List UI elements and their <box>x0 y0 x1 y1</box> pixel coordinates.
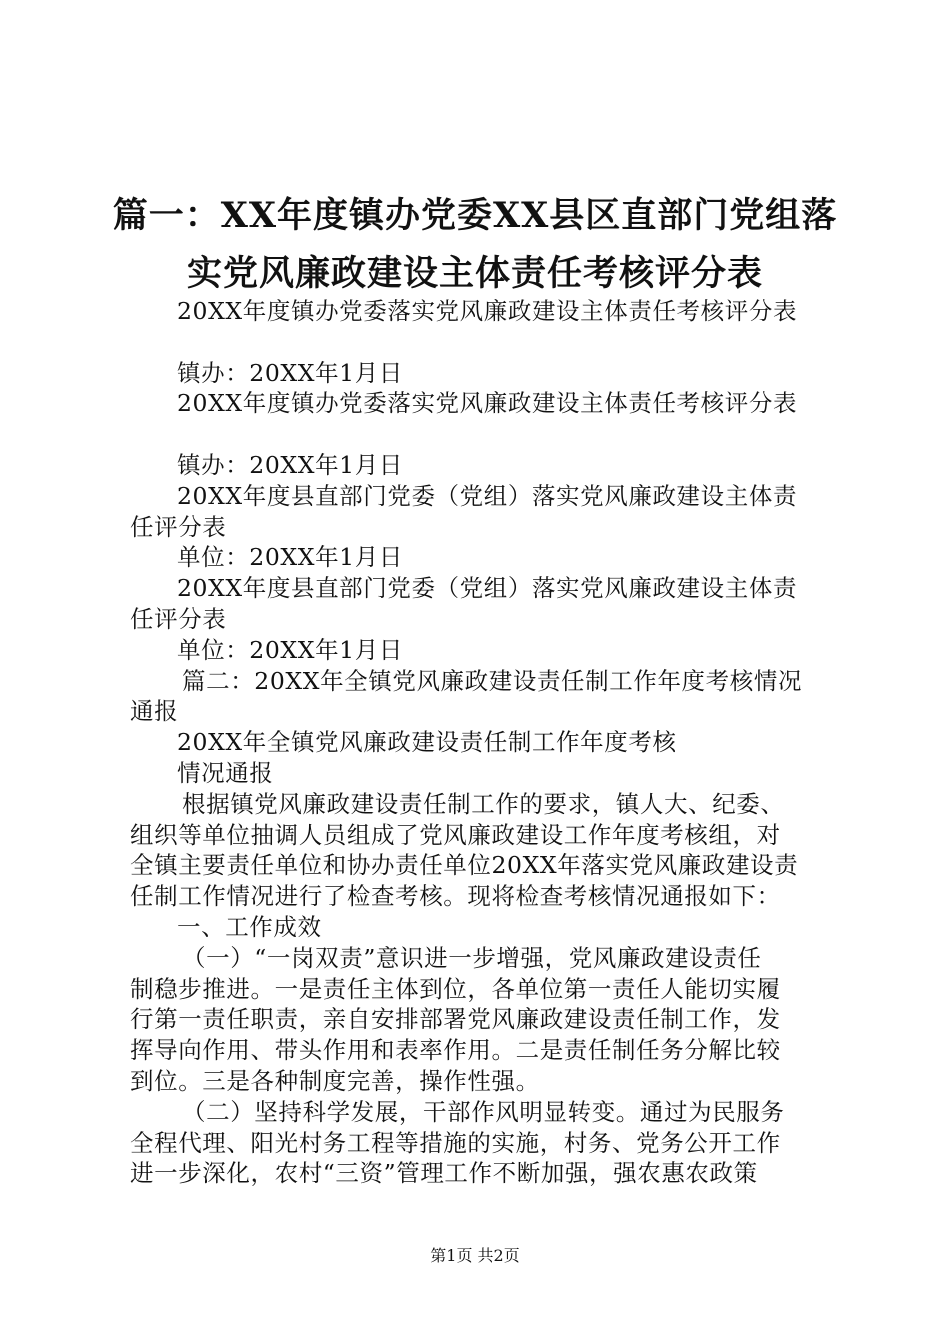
page-number-footer: 第1页 共2页 <box>430 1246 520 1265</box>
paragraph-line: 行第一责任职责，亲自安排部署党风廉政建设责任制工作，发 <box>130 1005 781 1034</box>
blank-line <box>130 419 830 450</box>
text-line: 20XX年度镇办党委落实党风廉政建设主体责任考核评分表 <box>177 297 798 325</box>
text-line: 镇办：20XX年1月日 <box>177 358 403 387</box>
text-line: 20XX年度镇办党委落实党风廉政建设主体责任考核评分表 <box>177 389 798 418</box>
section-heading: 篇二：20XX年全镇党风廉政建设责任制工作年度考核情况 <box>182 666 803 695</box>
text-line: 任评分表 <box>130 604 227 633</box>
text-line: 20XX年全镇党风廉政建设责任制工作年度考核 <box>177 728 677 757</box>
paragraph-line: （二）坚持科学发展，干部作风明显转变。通过为民服务 <box>182 1097 785 1126</box>
document-body <box>130 296 830 1189</box>
document-title-line-1: 篇一：XX年度镇办党委XX县区直部门党组落 <box>112 195 838 236</box>
text-line: 单位：20XX年1月日 <box>177 635 403 664</box>
text-line: 情况通报 <box>177 758 274 787</box>
paragraph-line: 到位。三是各种制度完善，操作性强。 <box>130 1066 540 1095</box>
paragraph-line: 制稳步推进。一是责任主体到位，各单位第一责任人能切实履 <box>130 974 781 1003</box>
text-line: 任评分表 <box>130 512 227 541</box>
paragraph-line: 全程代理、阳光村务工程等措施的实施，村务、党务公开工作 <box>130 1128 781 1157</box>
text-line: 通报 <box>130 697 179 726</box>
paragraph-line: 进一步深化，农村“三资”管理工作不断加强，强农惠农政策 <box>130 1159 758 1188</box>
text-line: 20XX年度县直部门党委（党组）落实党风廉政建设主体责 <box>177 481 798 510</box>
paragraph-line: 挥导向作用、带头作用和表率作用。二是责任制任务分解比较 <box>130 1036 781 1065</box>
paragraph-line: 根据镇党风廉政建设责任制工作的要求，镇人大、纪委、 <box>182 789 785 818</box>
document-title-line-2: 实党风廉政建设主体责任考核评分表 <box>186 253 763 294</box>
paragraph-line: 组织等单位抽调人员组成了党风廉政建设工作年度考核组，对 <box>130 820 781 849</box>
subsection-heading: 一、工作成效 <box>177 912 322 941</box>
blank-line <box>130 327 830 358</box>
text-line: 20XX年度县直部门党委（党组）落实党风廉政建设主体责 <box>177 574 798 603</box>
paragraph-line: 全镇主要责任单位和协办责任单位20XX年落实党风廉政建设责 <box>130 851 799 880</box>
paragraph-line: 任制工作情况进行了检查考核。现将检查考核情况通报如下： <box>130 882 781 911</box>
text-line: 单位：20XX年1月日 <box>177 543 403 572</box>
text-line: 镇办：20XX年1月日 <box>177 450 403 479</box>
paragraph-line: （一）“一岗双责”意识进一步增强，党风廉政建设责任 <box>182 943 762 972</box>
